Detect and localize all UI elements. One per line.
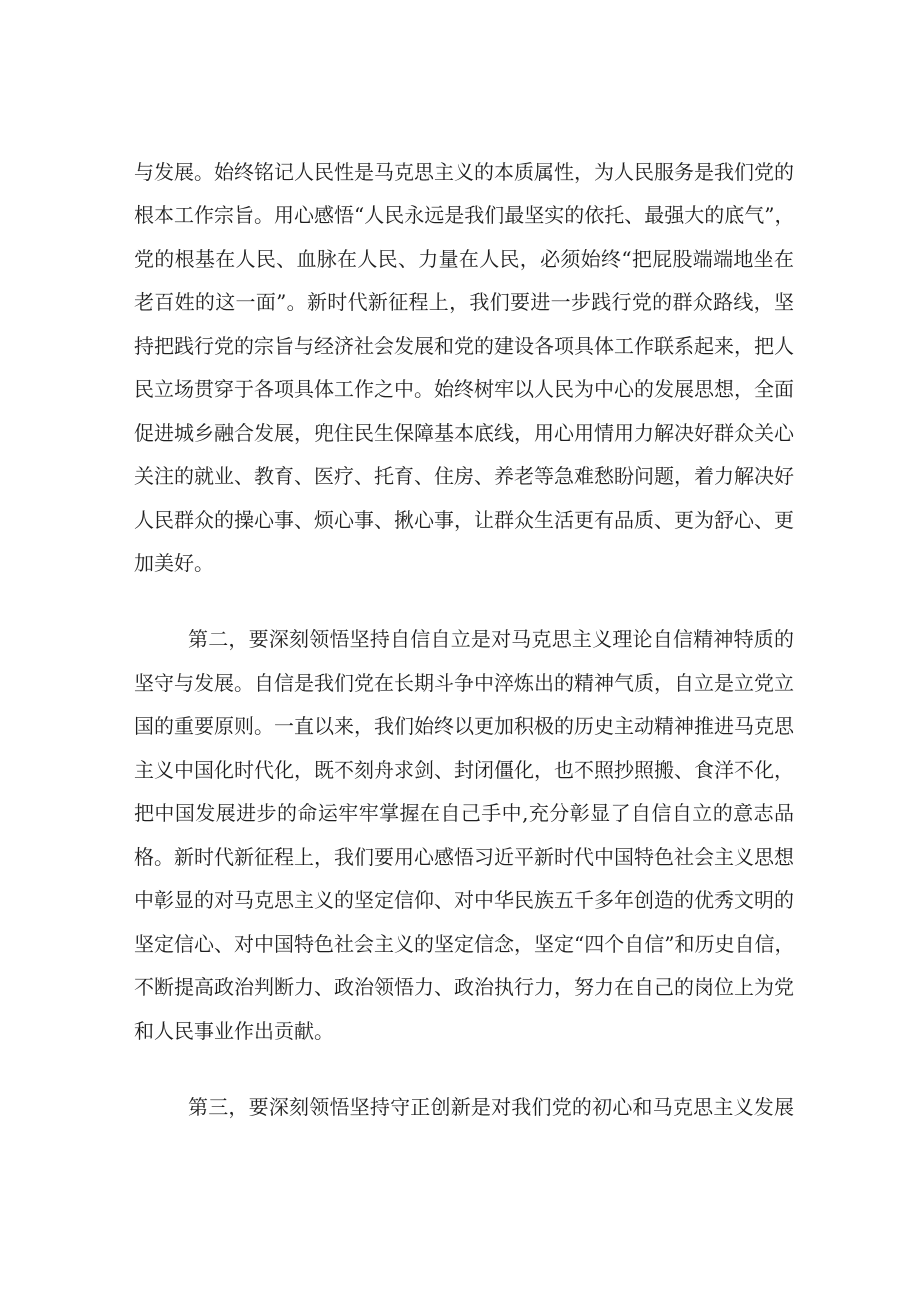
paragraph-start-line: 第三，要深刻领悟坚持守正创新是对我们党的初心和马克思主义发展 <box>188 1095 794 1119</box>
text-line: 把中国发展进步的命运牢牢掌握在自己手中,充分彰显了自信自立的意志品 <box>134 801 794 825</box>
paragraph-start-line: 第二，要深刻领悟坚持自信自立是对马克思主义理论自信精神特质的 <box>188 627 794 651</box>
text-line: 老百姓的这一面”。新时代新征程上，我们要进一步践行党的群众路线，坚 <box>134 290 794 314</box>
text-line: 人民群众的操心事、烦心事、揪心事，让群众生活更有品质、更为舒心、更 <box>134 508 794 532</box>
text-line: 促进城乡融合发展，兜住民生保障基本底线，用心用情用力解决好群众关心 <box>134 421 794 445</box>
text-line: 主义中国化时代化，既不刻舟求剑、封闭僵化，也不照抄照搬、食洋不化， <box>134 758 794 782</box>
text-line: 党的根基在人民、血脉在人民、力量在人民，必须始终“把屁股端端地坐在 <box>134 247 794 271</box>
text-line: 坚定信心、对中国特色社会主义的坚定信念，坚定“四个自信”和历史自信， <box>134 932 795 956</box>
text-line: 国的重要原则。一直以来，我们始终以更加积极的历史主动精神推进马克思 <box>134 714 794 738</box>
text-line: 坚守与发展。自信是我们党在长期斗争中淬炼出的精神气质，自立是立党立 <box>134 671 794 695</box>
paragraph-end-line: 和人民事业作出贡献。 <box>134 1019 334 1043</box>
text-line: 与发展。始终铭记人民性是马克思主义的本质属性，为人民服务是我们党的 <box>134 160 794 184</box>
text-line: 格。新时代新征程上，我们要用心感悟习近平新时代中国特色社会主义思想 <box>134 845 794 869</box>
text-line: 根本工作宗旨。用心感悟“人民永远是我们最坚实的依托、最强大的底气”， <box>134 203 795 227</box>
text-line: 关注的就业、教育、医疗、托育、住房、养老等急难愁盼问题，着力解决好 <box>134 464 794 488</box>
text-line: 不断提高政治判断力、政治领悟力、政治执行力，努力在自己的岗位上为党 <box>134 975 794 999</box>
text-line: 中彰显的对马克思主义的坚定信仰、对中华民族五千多年创造的优秀文明的 <box>134 888 794 912</box>
paragraph-end-line: 加美好。 <box>134 551 214 575</box>
text-line: 持把践行党的宗旨与经济社会发展和党的建设各项具体工作联系起来，把人 <box>134 334 794 358</box>
text-line: 民立场贯穿于各项具体工作之中。始终树牢以人民为中心的发展思想，全面 <box>134 377 794 401</box>
